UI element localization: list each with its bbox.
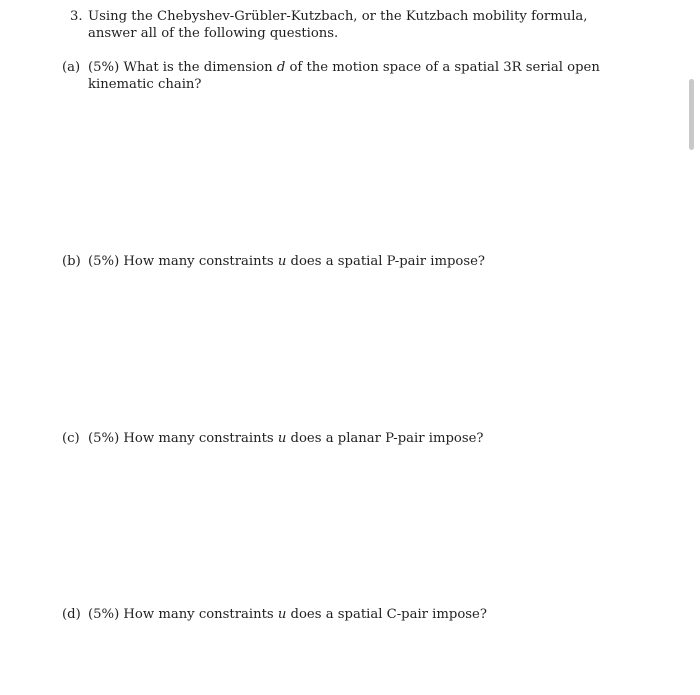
part-d-text [88,606,630,623]
part-a-label: (a) [62,60,81,75]
question-text: Using the Chebyshev-Grübler-Kutzbach, or the Kutzbach mobility formula, answer all of the following questions. [88,9,588,41]
part-b-variable: u [277,254,287,269]
part-c-label: (c) [62,431,80,446]
part-d-variable: u [277,607,287,622]
part-b-text [88,253,630,270]
part-d-text-before: (5%) How many constraints [88,607,278,622]
part-c-text [88,430,630,447]
part-d [62,606,630,624]
part-c-text-after: does a planar P-pair impose? [286,431,484,446]
part-a-text [88,59,630,93]
part-a-text-after: of the motion space of a spatial 3R serial open kinematic chain? [88,60,600,92]
part-a-variable: d [276,60,286,75]
part-b-text-after: does a spatial P-pair impose? [286,254,485,269]
part-d-text-after: does a spatial C-pair impose? [286,607,487,622]
part-c-text-before: (5%) How many constraints [88,431,278,446]
question-number: 3. [70,9,83,24]
part-c-variable: u [277,431,287,446]
question-3 [70,8,630,44]
part-b-label: (b) [62,254,81,269]
part-b-text-before: (5%) How many constraints [88,254,278,269]
part-b [62,253,630,271]
part-c [62,430,630,448]
part-d-label: (d) [62,607,81,622]
part-a-text-before: (5%) What is the dimension [88,60,277,75]
vertical-scrollbar-thumb[interactable] [689,79,694,150]
part-a [62,59,630,95]
